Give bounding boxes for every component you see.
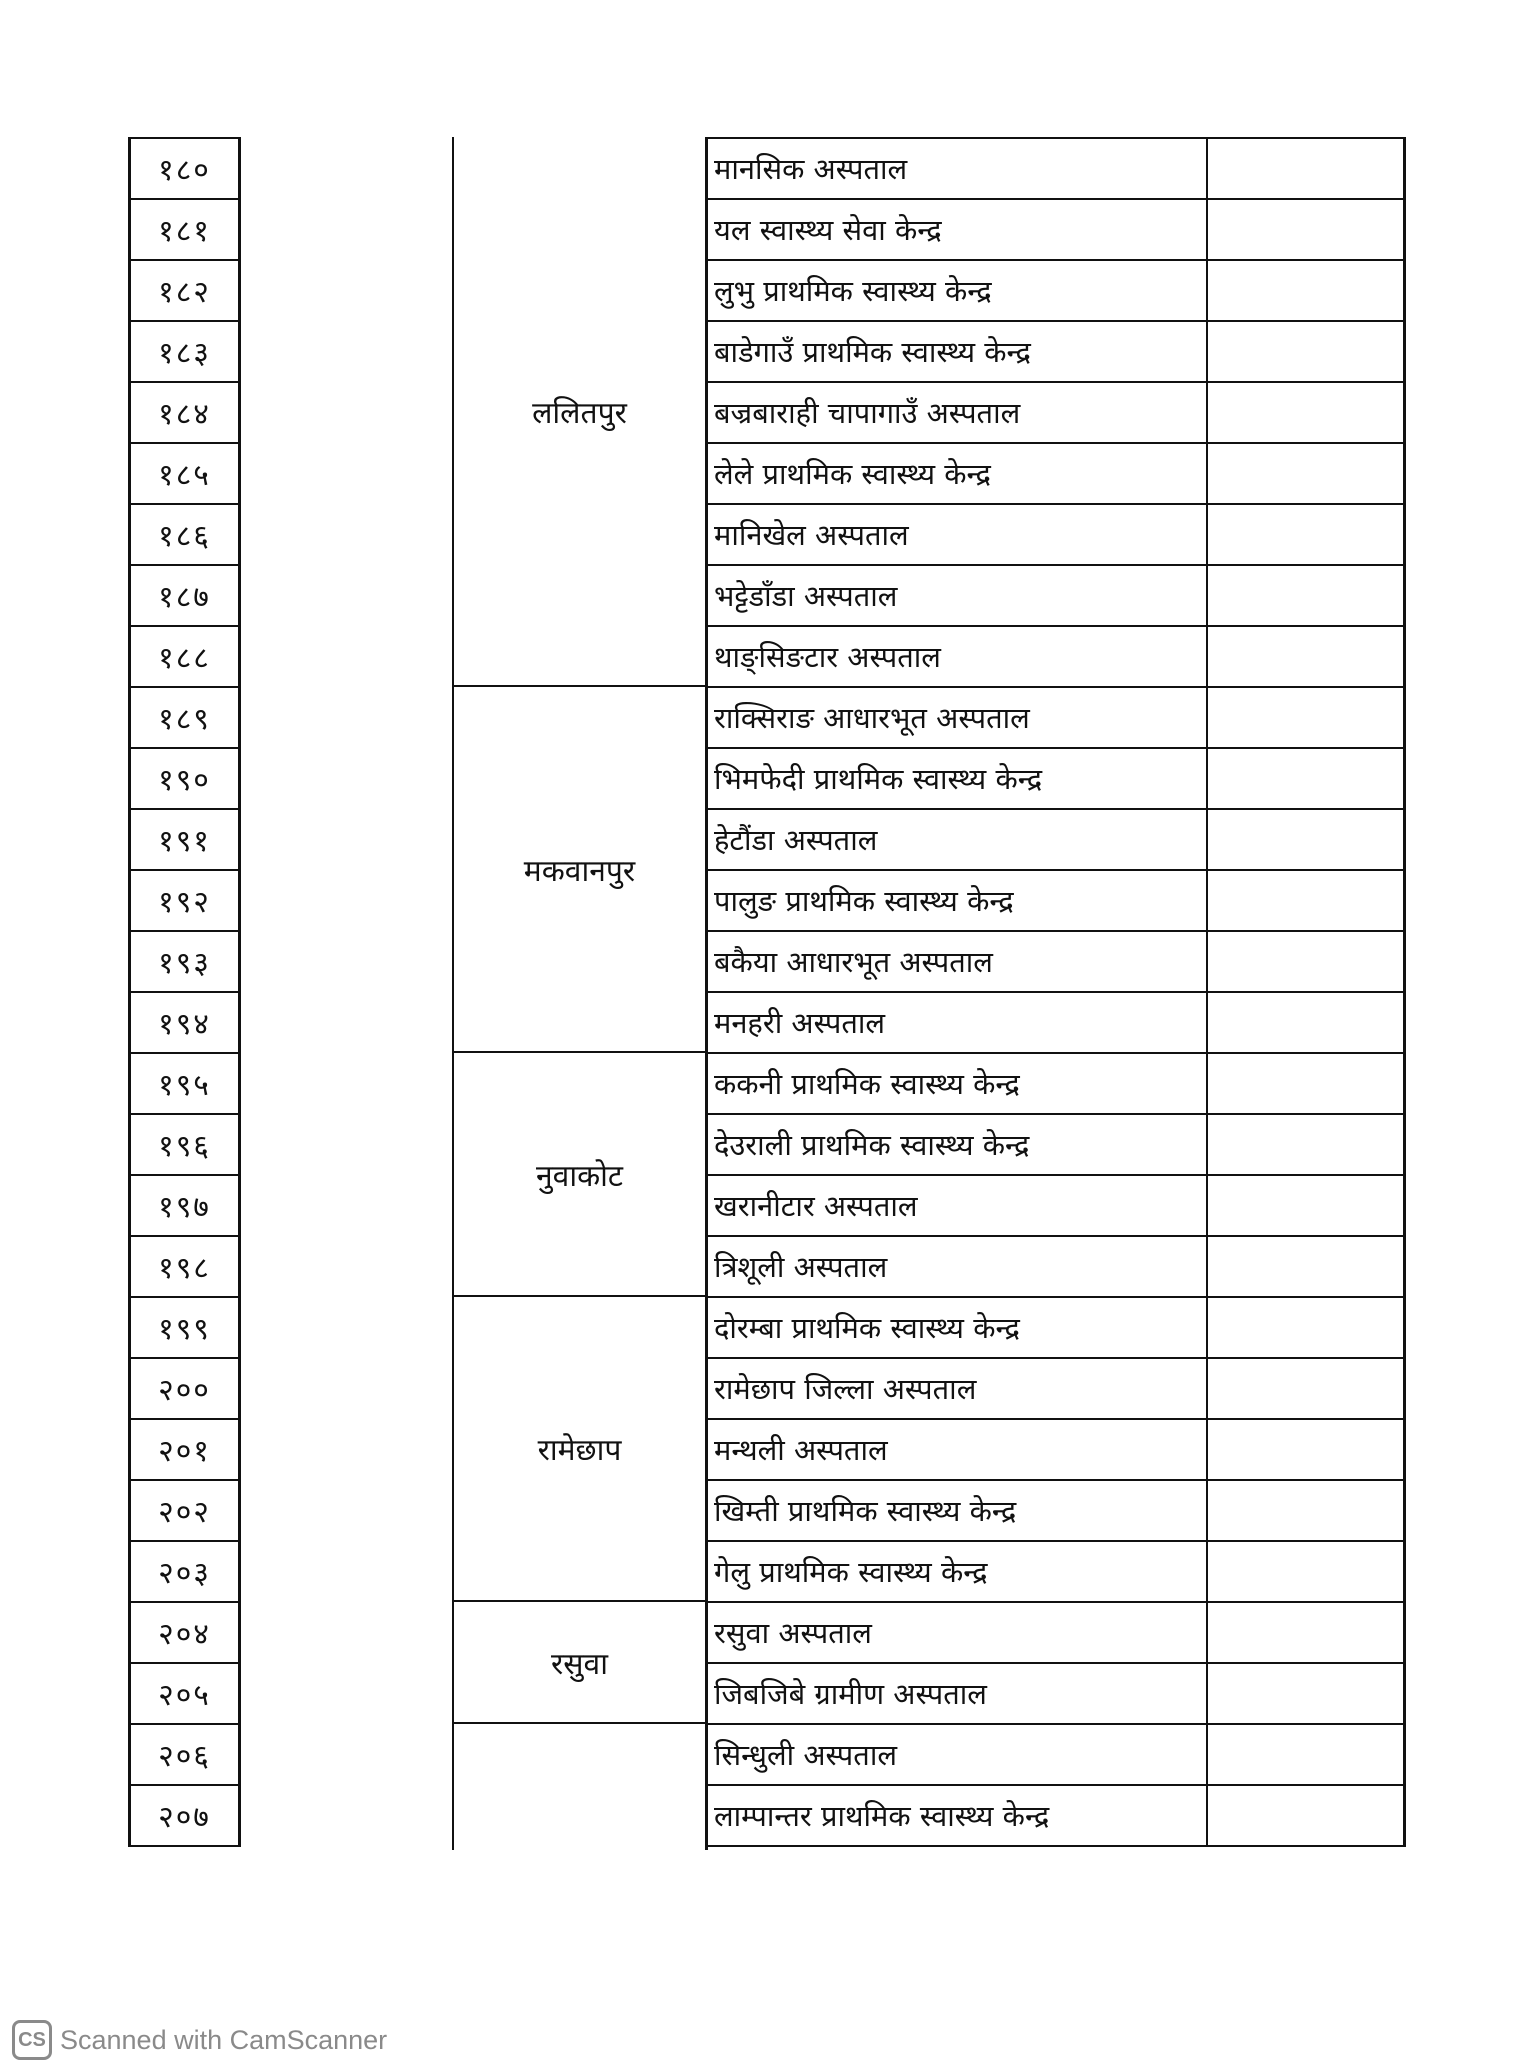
table-row — [706, 749, 1403, 810]
serial-number-cell: २०० — [131, 1359, 238, 1420]
facility-name-cell: लुभु प्राथमिक स्वास्थ्य केन्द्र — [706, 261, 1208, 320]
district-divider — [454, 1295, 705, 1297]
district-name: रसुवा — [551, 1646, 608, 1682]
table-row — [706, 1054, 1403, 1115]
serial-number-cell: १९५ — [131, 1054, 238, 1115]
table-row — [706, 871, 1403, 932]
district-divider — [454, 685, 705, 687]
blank-cell — [1208, 810, 1403, 869]
scanner-watermark — [12, 2020, 387, 2060]
facility-name-cell: जिबजिबे ग्रामीण अस्पताल — [706, 1664, 1208, 1723]
table-row — [706, 810, 1403, 871]
watermark-text: Scanned with CamScanner — [60, 2024, 388, 2055]
facility-name-cell: बज्रबाराही चापागाउँ अस्पताल — [706, 383, 1208, 442]
table-row — [706, 566, 1403, 627]
serial-number-cell: १९८ — [131, 1237, 238, 1298]
facility-name-cell: लाम्पान्तर प्राथमिक स्वास्थ्य केन्द्र — [706, 1786, 1208, 1845]
blank-cell — [1208, 749, 1403, 808]
blank-cell — [1208, 444, 1403, 503]
blank-cell — [1208, 688, 1403, 747]
serial-number-cell: १९७ — [131, 1176, 238, 1237]
serial-number-cell: १९४ — [131, 993, 238, 1054]
table-row — [706, 993, 1403, 1054]
blank-cell — [1208, 139, 1403, 198]
blank-cell — [1208, 1359, 1403, 1418]
table-row — [706, 1359, 1403, 1420]
blank-cell — [1208, 1176, 1403, 1235]
blank-cell — [1208, 1786, 1403, 1845]
blank-cell — [1208, 1237, 1403, 1296]
facility-name-cell: दोरम्बा प्राथमिक स्वास्थ्य केन्द्र — [706, 1298, 1208, 1357]
district-column — [452, 137, 708, 1850]
facility-name-cell: बकैया आधारभूत अस्पताल — [706, 932, 1208, 991]
table-row — [706, 1298, 1403, 1359]
facility-name-cell: भट्टेडाँडा अस्पताल — [706, 566, 1208, 625]
table-row — [706, 1664, 1403, 1725]
serial-number-cell: १९९ — [131, 1298, 238, 1359]
serial-number-cell: २०२ — [131, 1481, 238, 1542]
table-row — [706, 1115, 1403, 1176]
blank-cell — [1208, 1664, 1403, 1723]
serial-number-cell: २०५ — [131, 1664, 238, 1725]
facility-column — [706, 137, 1406, 1847]
table-row — [706, 1237, 1403, 1298]
facility-name-cell: सिन्धुली अस्पताल — [706, 1725, 1208, 1784]
facility-name-cell: मानिखेल अस्पताल — [706, 505, 1208, 564]
table-row — [706, 322, 1403, 383]
table-row — [706, 1176, 1403, 1237]
table-row — [706, 505, 1403, 566]
district-name: रामेछाप — [537, 1433, 622, 1468]
blank-cell — [1208, 566, 1403, 625]
table-row — [706, 383, 1403, 444]
facility-name-cell: पालुङ प्राथमिक स्वास्थ्य केन्द्र — [706, 871, 1208, 930]
facility-name-cell: बाडेगाउँ प्राथमिक स्वास्थ्य केन्द्र — [706, 322, 1208, 381]
serial-number-cell: १८६ — [131, 505, 238, 566]
blank-cell — [1208, 1725, 1403, 1784]
district-divider — [454, 1722, 705, 1724]
serial-number-cell: १८० — [131, 139, 238, 200]
facility-name-cell: राक्सिराङ आधारभूत अस्पताल — [706, 688, 1208, 747]
camscanner-logo-icon: CS — [12, 2020, 52, 2060]
table-row — [706, 932, 1403, 993]
blank-cell — [1208, 1298, 1403, 1357]
serial-number-cell: १८३ — [131, 322, 238, 383]
serial-number-cell: २०६ — [131, 1725, 238, 1786]
serial-number-cell: २०४ — [131, 1603, 238, 1664]
blank-cell — [1208, 993, 1403, 1052]
table-row — [706, 444, 1403, 505]
facility-name-cell: लेले प्राथमिक स्वास्थ्य केन्द्र — [706, 444, 1208, 503]
serial-number-cell: २०७ — [131, 1786, 238, 1847]
table-row — [706, 261, 1403, 322]
table-row — [706, 627, 1403, 688]
facility-name-cell: त्रिशूली अस्पताल — [706, 1237, 1208, 1296]
serial-number-cell: १९१ — [131, 810, 238, 871]
serial-number-cell: १९० — [131, 749, 238, 810]
facility-name-cell: रामेछाप जिल्ला अस्पताल — [706, 1359, 1208, 1418]
district-name: मकवानपुर — [523, 853, 636, 889]
district-divider — [454, 1051, 705, 1053]
facility-name-cell: हेटौंडा अस्पताल — [706, 810, 1208, 869]
blank-cell — [1208, 1481, 1403, 1540]
district-name — [454, 1723, 705, 1845]
serial-number-cell: १९३ — [131, 932, 238, 993]
table-row — [706, 1420, 1403, 1481]
blank-cell — [1208, 505, 1403, 564]
district-name: नुवाकोट — [535, 1158, 624, 1194]
table-row — [706, 139, 1403, 200]
table-row — [706, 1725, 1403, 1786]
blank-cell — [1208, 383, 1403, 442]
blank-cell — [1208, 322, 1403, 381]
table-row — [706, 1542, 1403, 1603]
serial-number-cell: १८८ — [131, 627, 238, 688]
facility-name-cell: ककनी प्राथमिक स्वास्थ्य केन्द्र — [706, 1054, 1208, 1113]
serial-number-cell: १८४ — [131, 383, 238, 444]
blank-cell — [1208, 1420, 1403, 1479]
facility-name-cell: खिम्ती प्राथमिक स्वास्थ्य केन्द्र — [706, 1481, 1208, 1540]
serial-number-cell: १९६ — [131, 1115, 238, 1176]
facility-name-cell: रसुवा अस्पताल — [706, 1603, 1208, 1662]
district-name: ललितपुर — [532, 396, 627, 431]
serial-number-cell: १८५ — [131, 444, 238, 505]
table-row — [706, 1603, 1403, 1664]
serial-number-cell: १९२ — [131, 871, 238, 932]
table-row — [706, 688, 1403, 749]
facility-name-cell: थाङ्सिङटार अस्पताल — [706, 627, 1208, 686]
blank-cell — [1208, 261, 1403, 320]
facility-name-cell: मानसिक अस्पताल — [706, 139, 1208, 198]
facility-name-cell: देउराली प्राथमिक स्वास्थ्य केन्द्र — [706, 1115, 1208, 1174]
facility-name-cell: मनहरी अस्पताल — [706, 993, 1208, 1052]
facility-name-cell: मन्थली अस्पताल — [706, 1420, 1208, 1479]
blank-cell — [1208, 871, 1403, 930]
blank-cell — [1208, 1054, 1403, 1113]
serial-number-cell: १८७ — [131, 566, 238, 627]
district-divider — [454, 1600, 705, 1602]
table-row — [706, 1481, 1403, 1542]
facility-name-cell: भिमफेदी प्राथमिक स्वास्थ्य केन्द्र — [706, 749, 1208, 808]
serial-number-cell: १८२ — [131, 261, 238, 322]
serial-number-cell: १८९ — [131, 688, 238, 749]
serial-number-cell: २०१ — [131, 1420, 238, 1481]
table-row — [706, 1786, 1403, 1847]
facility-name-cell: यल स्वास्थ्य सेवा केन्द्र — [706, 200, 1208, 259]
serial-number-cell: २०३ — [131, 1542, 238, 1603]
facility-name-cell: खरानीटार अस्पताल — [706, 1176, 1208, 1235]
serial-number-column — [128, 137, 241, 1847]
blank-cell — [1208, 627, 1403, 686]
blank-cell — [1208, 932, 1403, 991]
blank-cell — [1208, 200, 1403, 259]
table-row — [706, 200, 1403, 261]
facility-name-cell: गेलु प्राथमिक स्वास्थ्य केन्द्र — [706, 1542, 1208, 1601]
blank-cell — [1208, 1542, 1403, 1601]
blank-cell — [1208, 1115, 1403, 1174]
serial-number-cell: १८१ — [131, 200, 238, 261]
blank-cell — [1208, 1603, 1403, 1662]
